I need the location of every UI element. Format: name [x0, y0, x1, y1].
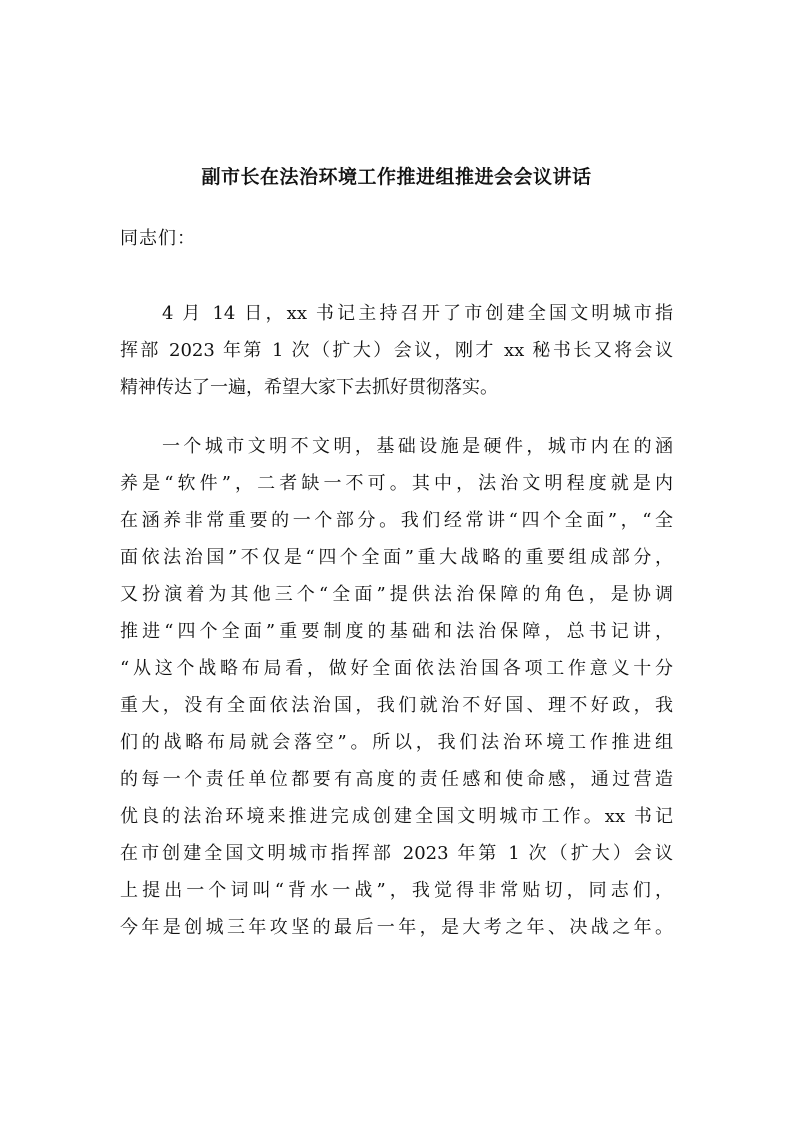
paragraph-2: [120, 428, 673, 946]
paragraph-line: 精神传达了一遍，希望大家下去抓好贯彻落实。: [120, 377, 498, 398]
salutation: 同志们：: [120, 228, 196, 249]
paragraph-line: 优良的法治环境来推进完成创建全国文明城市工作。xx 书记: [120, 806, 673, 827]
paragraph-line: 养是“软件”，二者缺一不可。其中，法治文明程度就是内: [120, 473, 673, 494]
document-title: 副市长在法治环境工作推进组推进会会议讲话: [201, 166, 592, 188]
paragraph-line: 推进“四个全面”重要制度的基础和法治保障，总书记讲，: [120, 621, 673, 642]
paragraph-line: 面依法治国”不仅是“四个全面”重大战略的重要组成部分，: [120, 547, 673, 568]
paragraph-line: 一个城市文明不文明，基础设施是硬件，城市内在的涵: [162, 436, 673, 457]
paragraph-line: “从这个战略布局看，做好全面依法治国各项工作意义十分: [120, 658, 673, 679]
paragraph-line: 们的战略布局就会落空”。所以，我们法治环境工作推进组: [120, 732, 673, 753]
paragraph-line: 重大，没有全面依法治国，我们就治不好国、理不好政，我: [120, 695, 673, 716]
paragraph-line: 在涵养非常重要的一个部分。我们经常讲“四个全面”，“全: [120, 510, 673, 531]
paragraph-line: 挥部 2023 年第 1 次（扩大）会议，刚才 xx 秘书长又将会议: [120, 340, 673, 361]
paragraph-line: 上提出一个词叫“背水一战”，我觉得非常贴切，同志们，: [120, 880, 673, 901]
paragraph-line: 在市创建全国文明城市指挥部 2023 年第 1 次（扩大）会议: [120, 843, 673, 864]
paragraph-line: 今年是创城三年攻坚的最后一年，是大考之年、决战之年。: [120, 917, 673, 938]
paragraph-line: 又扮演着为其他三个“全面”提供法治保障的角色，是协调: [120, 584, 673, 605]
paragraph-1: [120, 295, 673, 406]
paragraph-line: 的每一个责任单位都要有高度的责任感和使命感，通过营造: [120, 769, 673, 790]
paragraph-line: 4 月 14 日，xx 书记主持召开了市创建全国文明城市指: [162, 303, 673, 324]
